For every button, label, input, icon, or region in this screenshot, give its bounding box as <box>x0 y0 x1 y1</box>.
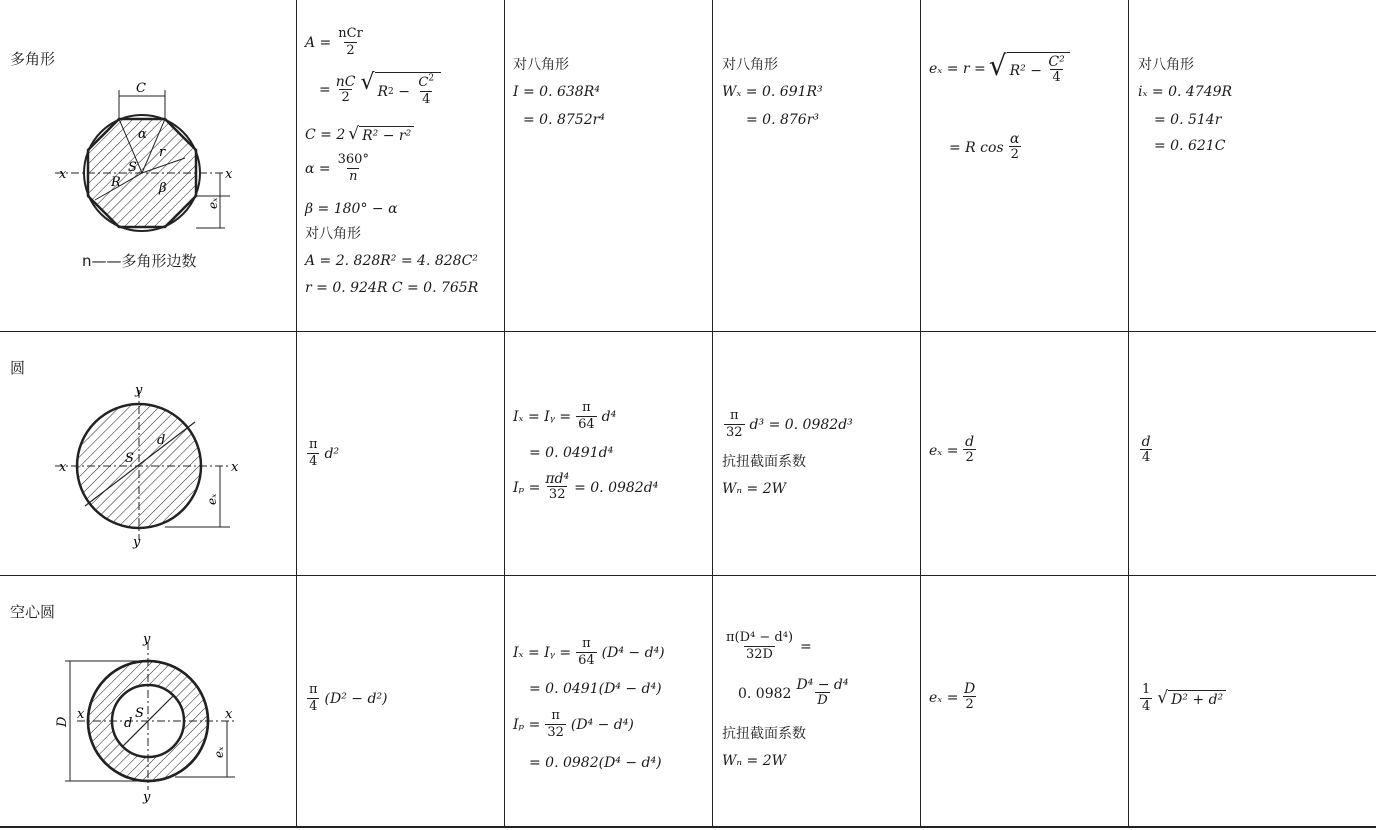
numerator: d <box>965 434 975 450</box>
figure-label-s: S <box>135 706 144 721</box>
circle-modulus-line3: Wₙ = 2W <box>722 481 786 497</box>
table-bottom-rule <box>0 826 1376 828</box>
figure-label-d: d <box>124 716 133 731</box>
numerator: nC <box>335 73 356 90</box>
hollow-circle-modulus-tail: = <box>800 638 812 655</box>
polygon-area-line1: A = <box>305 34 332 51</box>
fraction <box>307 682 320 716</box>
radicand: R <box>377 83 389 100</box>
numerator: nCr <box>338 26 363 41</box>
numerator: α <box>1010 131 1020 147</box>
denominator: 4 <box>422 92 431 108</box>
fraction <box>336 152 371 186</box>
fraction <box>963 682 975 713</box>
numerator: C² <box>1048 54 1065 70</box>
figure-label-alpha: α <box>138 127 147 142</box>
denominator: 32D <box>746 647 773 663</box>
fraction <box>576 636 597 670</box>
polygon-area-line8: r = 0. 924R C = 0. 765R <box>305 280 479 296</box>
row-name-hollow-circle: 空心圆 <box>10 603 56 621</box>
polygon-caption: n——多角形边数 <box>82 252 197 270</box>
denominator: 4 <box>309 699 318 715</box>
figure-label-c: C <box>136 81 146 96</box>
square-root: √ R 2 − $\frac{C^2}{4}$ <box>360 72 441 109</box>
radicand: R² − <box>1009 62 1042 79</box>
numerator: π(D⁴ − d⁴) <box>726 630 794 645</box>
column-divider <box>1128 0 1129 827</box>
denominator: 32 <box>547 725 564 741</box>
polygon-radius-line2: iₓ = 0. 4749R <box>1138 84 1233 100</box>
circle-inertia-line3-tail: = 0. 0982d⁴ <box>574 479 659 496</box>
polygon-modulus-line1: 对八角形 <box>722 57 778 73</box>
column-divider <box>504 0 505 827</box>
polygon-radius-line4: = 0. 621C <box>1154 138 1226 154</box>
polygon-area-line5: β = 180° − α <box>305 201 398 217</box>
polygon-radius-line1: 对八角形 <box>1138 57 1194 73</box>
polygon-distance-line1: eₓ = r = <box>929 61 986 78</box>
polygon-distance-line2: = R cos <box>949 139 1004 156</box>
figure-label-big-r: R <box>111 175 121 190</box>
figure-label-s: S <box>128 160 137 175</box>
fraction <box>724 630 795 664</box>
numerator: π <box>309 437 318 452</box>
denominator: 32 <box>548 487 566 502</box>
circle-inertia-line2: = 0. 0491d⁴ <box>529 445 614 461</box>
column-divider <box>296 0 297 827</box>
circle-area-tail: d² <box>324 445 340 462</box>
numerator: 360° <box>337 152 369 167</box>
circle-section-figure <box>55 382 245 552</box>
hollow-circle-distance-line1: eₓ = <box>929 689 959 706</box>
polygon-inertia-line1: 对八角形 <box>513 57 569 73</box>
circle-distance-line1: eₓ = <box>929 442 959 459</box>
figure-label-big-d: D <box>55 716 70 727</box>
denominator: 4 <box>309 454 318 470</box>
hollow-circle-inertia-line1: Iₓ = Iᵧ = <box>513 644 572 661</box>
hollow-circle-inertia-line3-tail: (D⁴ − d⁴) <box>570 716 634 733</box>
fraction <box>576 400 597 434</box>
numerator: π <box>582 400 591 415</box>
square-root: √ D² + d² <box>1157 690 1226 707</box>
polygon-modulus-line2: Wₓ = 0. 691R³ <box>722 84 823 100</box>
polygon-area-line4: α = <box>305 160 331 177</box>
numerator: π <box>551 708 560 723</box>
numerator: π <box>730 408 739 423</box>
numerator: D⁴ − d⁴ <box>796 677 849 693</box>
hollow-circle-inertia-line2: = 0. 0491(D⁴ − d⁴) <box>529 681 662 697</box>
column-divider <box>712 0 713 827</box>
hollow-circle-inertia-line4: = 0. 0982(D⁴ − d⁴) <box>529 755 662 771</box>
denominator: n <box>349 169 358 185</box>
fraction <box>1140 435 1152 466</box>
fraction <box>724 408 745 442</box>
figure-label-s: S <box>125 451 134 466</box>
polygon-inertia-line2: I = 0. 638R⁴ <box>513 84 600 100</box>
denominator: 32 <box>726 425 743 441</box>
denominator: 2 <box>346 43 355 59</box>
denominator: 2 <box>1010 147 1019 162</box>
numerator: 1 <box>1142 682 1151 697</box>
denominator: D <box>817 693 828 708</box>
row-divider <box>0 331 1376 332</box>
figure-label-x-right: x <box>231 460 239 475</box>
circle-modulus-tail: d³ = 0. 0982d³ <box>749 416 853 433</box>
square-root: √ R² − r² <box>348 126 414 143</box>
polygon-area-line7: A = 2. 828R² = 4. 828C² <box>305 253 478 269</box>
figure-label-y-bottom: y <box>143 790 151 805</box>
circle-modulus-line2: 抗扭截面系数 <box>722 454 806 470</box>
numerator: π <box>582 636 591 651</box>
figure-label-x-left: x <box>59 167 67 182</box>
row-divider <box>0 575 1376 576</box>
fraction <box>336 26 365 60</box>
figure-label-y-bottom: y <box>133 535 141 550</box>
polygon-area-line2: = <box>319 82 331 99</box>
figure-label-x-left: x <box>59 460 67 475</box>
figure-label-r: r <box>159 145 166 160</box>
numerator: D <box>963 681 976 697</box>
figure-label-x-right: x <box>225 167 233 182</box>
square-root: √ R² − $\frac{\text{C²}}{4}$ <box>989 52 1070 86</box>
denominator: 4 <box>1142 699 1151 715</box>
circle-inertia-line1: Iₓ = Iᵧ = <box>513 408 572 425</box>
fraction <box>963 435 975 466</box>
figure-label-x-left: x <box>77 707 85 722</box>
radicand: D² + d² <box>1171 692 1224 709</box>
numerator: d <box>1141 434 1151 450</box>
polygon-radius-line3: = 0. 514r <box>1154 112 1222 128</box>
hollow-circle-section-figure <box>55 630 245 805</box>
circle-inertia-tail: d⁴ <box>601 408 617 425</box>
numerator: π <box>309 682 318 697</box>
denominator: 4 <box>1052 70 1061 85</box>
denominator: 2 <box>965 697 974 712</box>
hollow-circle-modulus-line3: 抗扭截面系数 <box>722 726 806 742</box>
polygon-area-line6: 对八角形 <box>305 226 361 242</box>
figure-label-x-right: x <box>225 707 233 722</box>
hollow-circle-inertia-tail: (D⁴ − d⁴) <box>601 644 665 661</box>
circle-inertia-line3: Iₚ = <box>513 479 541 496</box>
polygon-modulus-line3: = 0. 876r³ <box>746 112 820 128</box>
hollow-circle-modulus-line4: Wₙ = 2W <box>722 753 786 769</box>
figure-label-ex: eₓ <box>206 197 220 209</box>
fraction <box>1140 682 1152 716</box>
polygon-inertia-line3: = 0. 8752r⁴ <box>523 112 605 128</box>
figure-label-ex: eₓ <box>212 746 226 758</box>
fraction <box>545 708 566 742</box>
numerator: πd⁴ <box>545 471 570 487</box>
denominator: 64 <box>578 653 595 669</box>
denominator: 4 <box>1142 450 1151 465</box>
hollow-circle-area-tail: (D² − d²) <box>324 690 388 707</box>
figure-label-ex: eₓ <box>205 493 219 505</box>
hollow-circle-modulus-line2: 0. 0982 <box>738 685 792 702</box>
column-divider <box>920 0 921 827</box>
hollow-circle-inertia-line3: Iₚ = <box>513 716 541 733</box>
fraction <box>336 75 356 106</box>
figure-label-y-top: y <box>135 383 143 398</box>
figure-label-beta: β <box>159 181 167 196</box>
row-name-circle: 圆 <box>10 359 26 377</box>
polygon-section-figure <box>55 78 245 238</box>
polygon-area-line3: C = 2 <box>305 126 346 143</box>
denominator: 64 <box>578 417 595 433</box>
fraction <box>307 437 320 471</box>
radicand: R² − r² <box>362 128 412 144</box>
row-name-polygon: 多角形 <box>10 50 56 68</box>
fraction <box>796 678 848 709</box>
fraction <box>1009 132 1021 163</box>
numerator: C <box>418 75 429 90</box>
denominator: 2 <box>341 89 350 105</box>
fraction <box>545 472 569 503</box>
denominator: 2 <box>965 450 974 465</box>
figure-label-y-top: y <box>143 632 151 647</box>
figure-label-d: d <box>157 433 166 448</box>
